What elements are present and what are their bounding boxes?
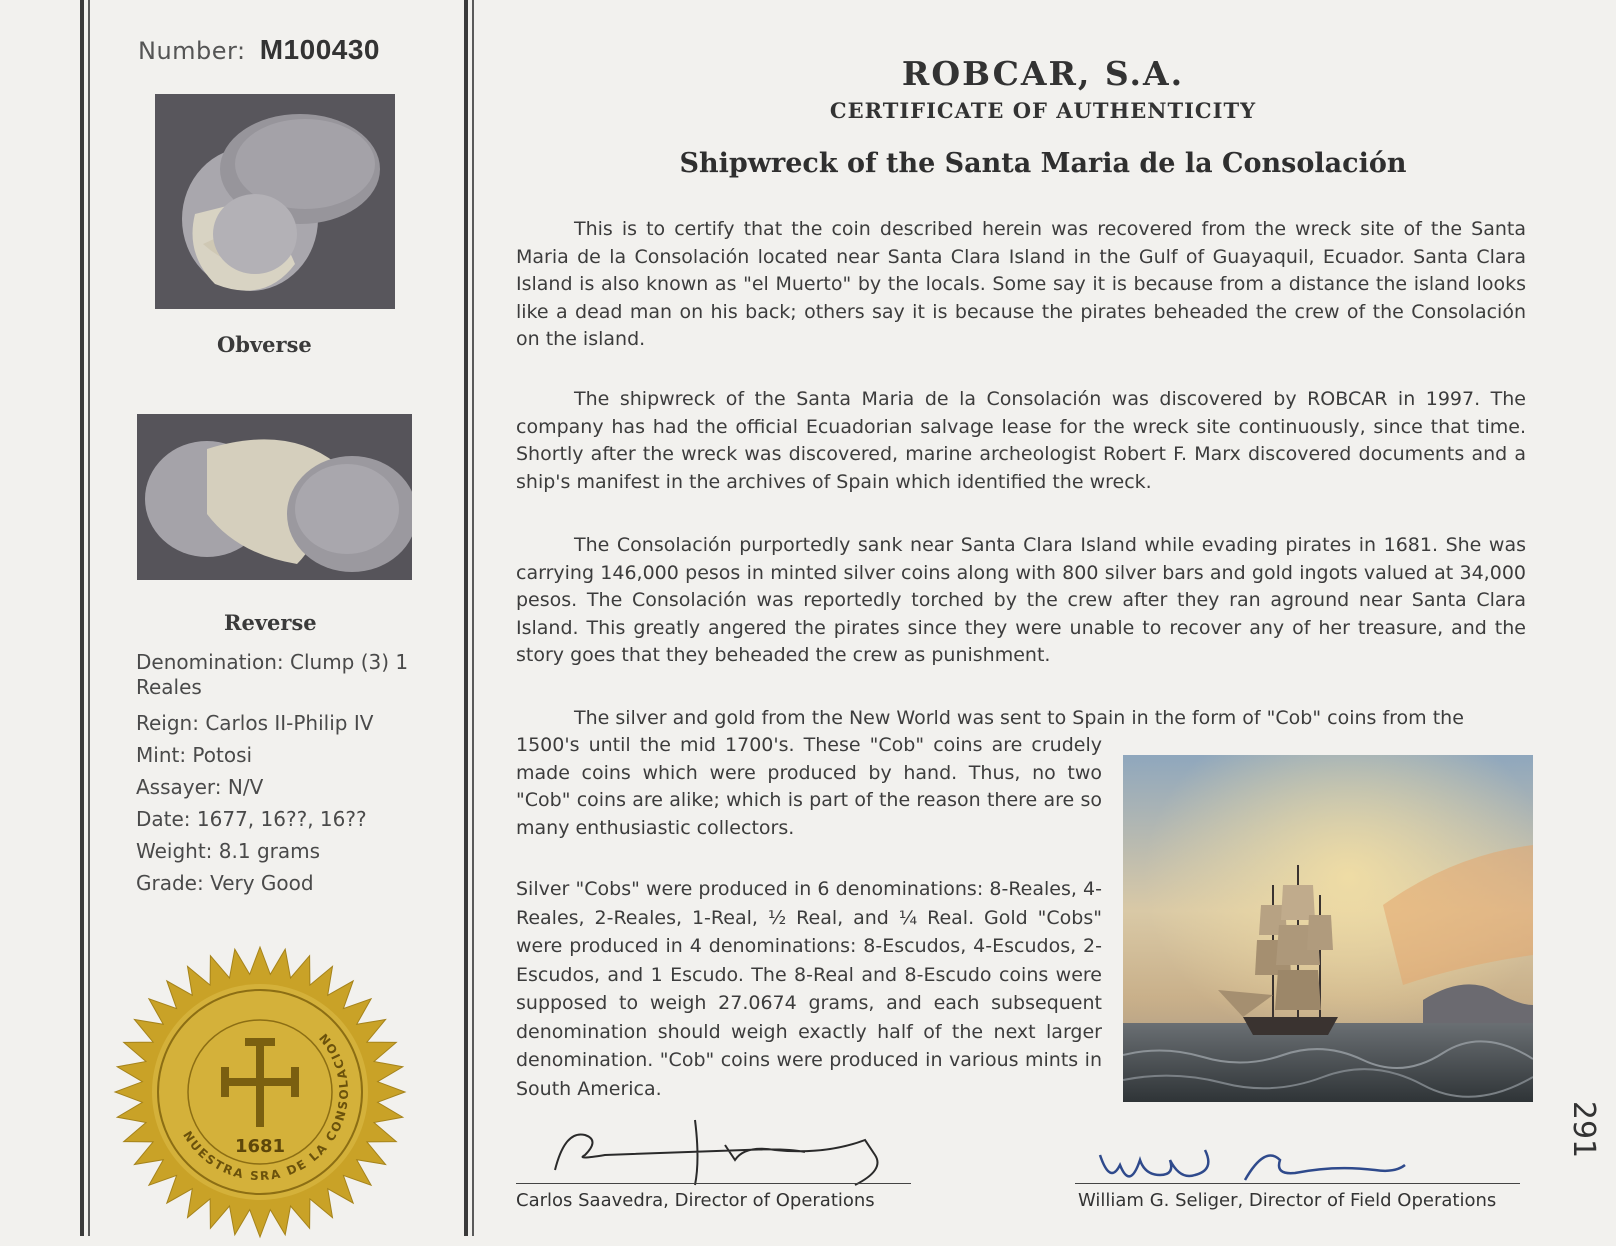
certificate-number — [138, 34, 380, 66]
certificate-heading: CERTIFICATE OF AUTHENTICITY — [829, 98, 1257, 123]
paragraph-4-rest: 1500's until the mid 1700's. These "Cob" coins are crudely made coins which were produced by hand. Thus, no two "Cob" coins are alike; which is part of the reason there are so many enthusiastic collectors. — [516, 734, 1102, 839]
gold-seal — [110, 942, 410, 1242]
svg-text:NUESTRA SRA DE LA CONSOLACION: NUESTRA SRA DE LA CONSOLACION — [180, 1029, 352, 1184]
ship-painting — [1123, 755, 1533, 1102]
detail-weight: Weight: 8.1 grams — [136, 839, 321, 863]
handwritten-margin-note: 291 — [1566, 1100, 1602, 1159]
paragraph-1-text: This is to certify that the coin described herein was recovered from the wreck site of the Santa Maria de la Consolación located near Santa Clara Island in the Gulf of Guayaquil, Ecuador. Santa Clara Island is also known as "el Muerto" by the locals. Some say it is because from a distance the island looks like a dead man on his back; others say it is because the pirates beheaded the crew of the Consolación on the island. — [516, 218, 1526, 350]
detail-grade: Grade: Very Good — [136, 871, 314, 895]
paragraph-1 — [516, 216, 1526, 354]
signature-left — [545, 1100, 925, 1190]
signature-line-right — [1075, 1183, 1520, 1184]
certificate-number-label: Number: — [138, 37, 246, 65]
paragraph-4-line1: The silver and gold from the New World was sent to Spain in the form of "Cob" coins from the — [574, 707, 1464, 729]
paragraph-2 — [516, 386, 1526, 496]
signature-right-name: William G. Seliger, Director of Field Operations — [1078, 1190, 1497, 1211]
signature-left-name: Carlos Saavedra, Director of Operations — [516, 1190, 875, 1211]
paragraph-5-text: Silver "Cobs" were produced in 6 denominations: 8-Reales, 4-Reales, 2-Reales, 1-Real, ½ Real, and ¼ Real. Gold "Cobs" were produced in 4 denominations: 8-Escudos, 4-Escudos, 2-Escudos, and 1 Escudo. The 8-Real and 8-Escudo coins were supposed to weigh 27.0674 grams, and each subsequent denomination should weigh exactly half of the next larger denomination. "Cob" coins were produced in various mints in South America. — [516, 878, 1102, 1100]
detail-assayer: Assayer: N/V — [136, 775, 264, 799]
detail-mint: Mint: Potosi — [136, 743, 253, 767]
divider-rule-inner — [472, 0, 474, 1236]
obverse-caption: Obverse — [217, 332, 312, 357]
signature-right — [1095, 1135, 1415, 1195]
reverse-caption: Reverse — [224, 610, 317, 635]
coin-obverse-photo — [155, 94, 395, 309]
left-border-rule — [80, 0, 84, 1236]
paragraph-3 — [516, 532, 1526, 670]
detail-reign: Reign: Carlos II-Philip IV — [136, 711, 374, 735]
signature-line-left — [516, 1183, 911, 1184]
coin-details — [136, 650, 436, 899]
left-panel — [90, 0, 465, 1236]
paragraph-4-first-line — [516, 705, 1526, 733]
company-name: ROBCAR, S.A. — [901, 54, 1185, 93]
detail-denomination: Denomination: Clump (3) 1 Reales — [136, 650, 409, 699]
paragraph-5 — [516, 875, 1102, 1103]
detail-date: Date: 1677, 16??, 16?? — [136, 807, 367, 831]
coin-reverse-photo — [137, 414, 412, 580]
paragraph-3-text: The Consolación purportedly sank near Santa Clara Island while evading pirates in 1681. She was carrying 146,000 pesos in minted silver coins along with 800 silver bars and gold ingots valued at 34,000 pesos. The Consolación was reportedly torched by the crew after they ran aground near Santa Clara Island. This greatly angered the pirates since they were unable to recover any of her treasure, and the story goes that they beheaded the crew as punishment. — [516, 534, 1526, 666]
svg-text:1681: 1681 — [234, 1136, 286, 1157]
certificate-title: Shipwreck of the Santa Maria de la Consolación — [679, 148, 1407, 179]
paragraph-2-text: The shipwreck of the Santa Maria de la Consolación was discovered by ROBCAR in 1997. The company has had the official Ecuadorian salvage lease for the wreck site continuously, since that time. Shortly after the wreck was discovered, marine archeologist Robert F. Marx discovered documents and a ship's manifest in the archives of Spain which identified the wreck. — [516, 388, 1526, 493]
certificate-number-value: M100430 — [259, 34, 380, 65]
